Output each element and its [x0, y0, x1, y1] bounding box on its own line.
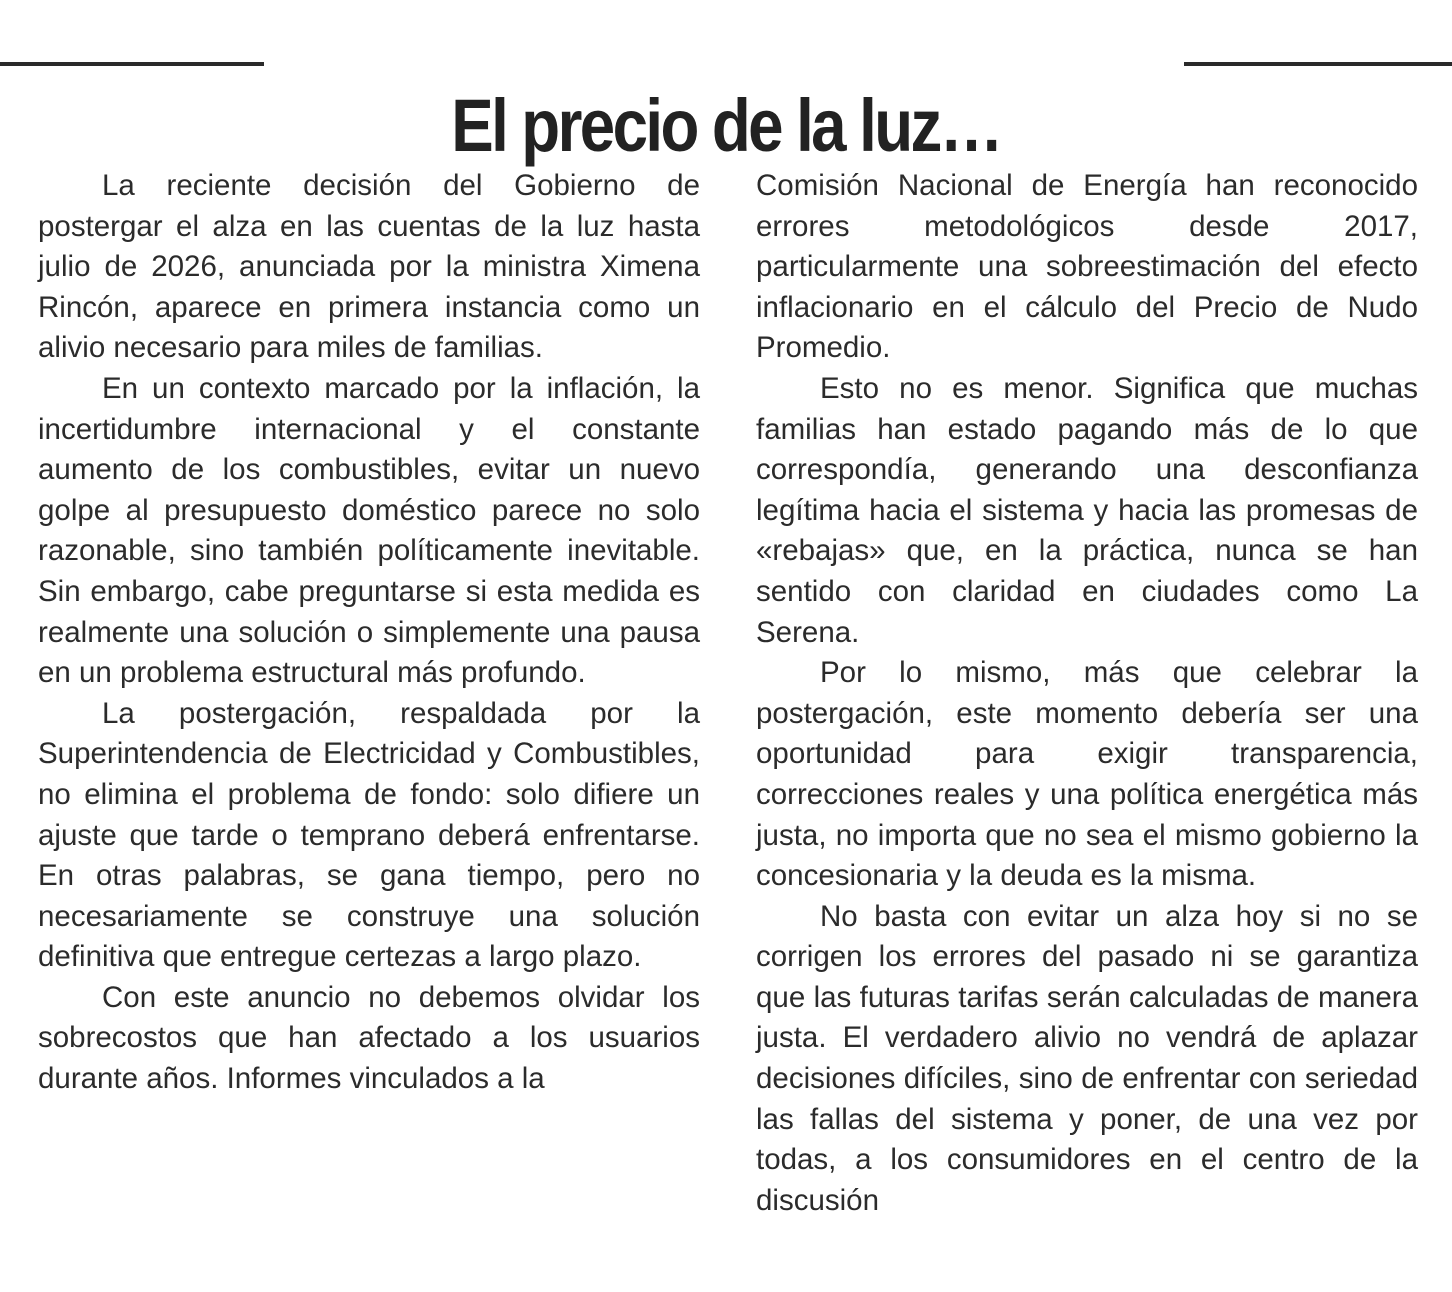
article-column-left	[38, 166, 700, 1100]
paragraph-1: La reciente decisión del Gobierno de postergar el alza en las cuentas de la luz hasta julio de 2026, anunciada por la ministra Ximena Rincón, aparece en primera instancia como un alivio necesario para miles de familias.	[38, 169, 700, 365]
article-column-right	[756, 166, 1418, 1221]
paragraph-7: No basta con evitar un alza hoy si no se corrigen los errores del pasado ni se garantiza que las futuras tarifas serán calculadas de manera justa. El verdadero alivio no vendrá de aplazar decisiones difíciles, sino de enfrentar con seriedad las fallas del sistema y poner, de una vez por todas, a los consumidores en el centro de la discusión	[756, 899, 1418, 1217]
paragraph-6: Por lo mismo, más que celebrar la postergación, este momento debería ser una oportunidad para exigir transparencia, correcciones reales y una política energética más justa, no importa que no sea el mismo gobierno la concesionaria y la deuda es la misma.	[756, 656, 1418, 893]
paragraph-4: Con este anuncio no debemos olvidar los sobrecostos que han afectado a los usuarios durante años. Informes vinculados a la	[38, 980, 700, 1096]
paragraph-3: La postergación, respaldada por la Superintendencia de Electricidad y Combustibles, no elimina el problema de fondo: solo difiere un ajuste que tarde o temprano deberá enfrentarse. En otras palabras, se gana tiempo, pero no necesariamente se construye una solución definitiva que entregue certezas a largo plazo.	[38, 696, 700, 974]
article-title: El precio de la luz…	[451, 83, 1001, 167]
article-header	[0, 20, 1452, 167]
paragraph-5: Esto no es menor. Significa que muchas familias han estado pagando más de lo que correspondía, generando una desconfianza legítima hacia el sistema y hacia las promesas de «rebajas» que, en la práctica, nunca se han sentido con claridad en ciudades como La Serena.	[756, 371, 1418, 649]
header-rule-left	[0, 62, 264, 66]
paragraph-4-continued: Comisión Nacional de Energía han reconocido errores metodológicos desde 2017, particularmente una sobreestimación del efecto inflacionario en el cálculo del Precio de Nudo Promedio.	[756, 169, 1418, 365]
header-rule-right	[1184, 62, 1452, 66]
paragraph-2: En un contexto marcado por la inflación, la incertidumbre internacional y el constante aumento de los combustibles, evitar un nuevo golpe al presupuesto doméstico parece no solo razonable, sino también políticamente inevitable. Sin embargo, cabe preguntarse si esta medida es realmente una solución o simplemente una pausa en un problema estructural más profundo.	[38, 371, 700, 690]
